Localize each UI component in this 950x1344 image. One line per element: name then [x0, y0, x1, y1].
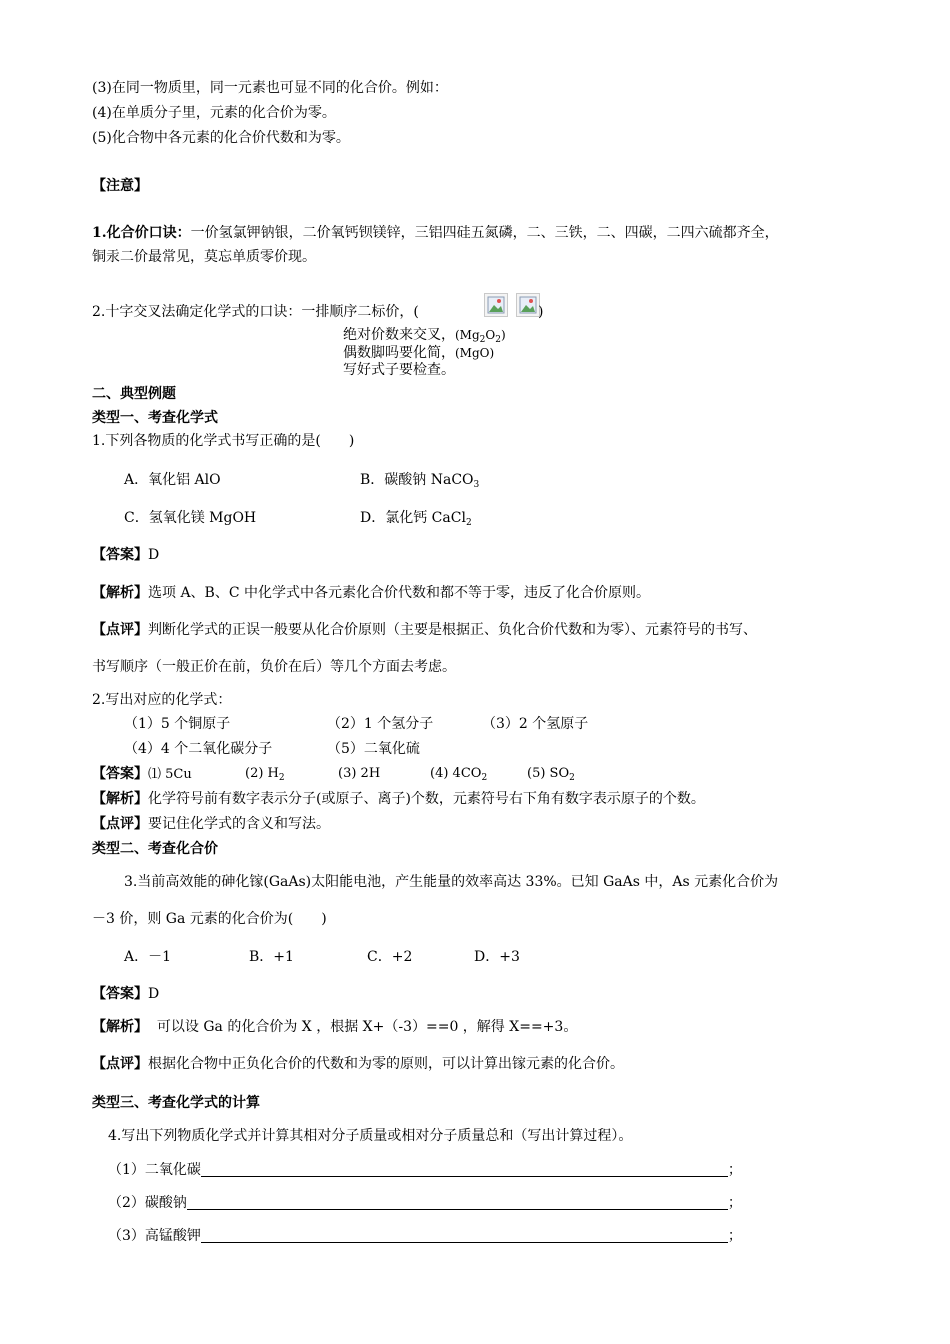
- note-p2-close-paren: ): [538, 304, 544, 320]
- image-placeholder-icon: [484, 293, 508, 317]
- note-p2-line2: [343, 327, 506, 344]
- formula-mg2o2: $(Mg_2O_2)$: [455, 328, 506, 345]
- q1-option-d: D．氯化钙 CaCl$_2$: [360, 510, 472, 528]
- q2-answer: 【答案】⑴ 5Cu: [92, 766, 192, 782]
- q3-answer: 【答案】D: [92, 986, 160, 1002]
- note-p1-line2: 铜汞二价最常见，莫忘单质零价现。: [92, 249, 316, 265]
- note-p2-label: 2.十字交叉法确定化学式的口诀：: [92, 304, 302, 320]
- answer-blank[interactable]: [187, 1193, 728, 1210]
- q2-item-4: （4）4 个二氧化碳分子: [124, 741, 273, 757]
- note-p1-bold: 1.化合价口诀：: [92, 225, 191, 241]
- image-placeholder-icon: [516, 293, 540, 317]
- q1-option-b: B．碳酸钠 NaCO$_3$: [360, 472, 480, 490]
- q2-answer-4: (4) $4CO_2$: [430, 766, 488, 783]
- q2-answer-5: (5) $SO_2$: [527, 766, 575, 783]
- rule-4: (4)在单质分子里，元素的化合价为零。: [92, 105, 336, 121]
- question-1: 1.下列各物质的化学式书写正确的是( ): [92, 433, 355, 449]
- q3-option-b: B．+1: [249, 949, 294, 965]
- answer-blank[interactable]: [201, 1160, 728, 1177]
- q4-item-3: （3）高锰酸钾 ；: [108, 1228, 742, 1244]
- note-p2-line3: [343, 345, 494, 362]
- q1-review-line2: 书写顺序（一般正价在前，负价在后）等几个方面去考虑。: [92, 659, 456, 675]
- q3-option-a: A．－1: [124, 949, 172, 965]
- q1-review-line1: 【点评】判断化学式的正误一般要从化合价原则（主要是根据正、负化合价代数和为零）、元素符号的书写、: [92, 622, 757, 638]
- q3-review: 【点评】根据化合物中正负化合价的代数和为零的原则，可以计算出镓元素的化合价。: [92, 1056, 624, 1072]
- note-p2-rhyme-1: 一排顺序二标价，: [301, 304, 414, 320]
- question-4: 4.写出下列物质化学式并计算其相对分子质量或相对分子质量总和（写出计算过程）。: [108, 1128, 633, 1144]
- question-3-line1: 3.当前高效能的砷化镓(GaAs)太阳能电池，产生能量的效率高达 33%。已知 GaAs 中，As 元素化合价为: [124, 874, 779, 890]
- note-heading: 【注意】: [92, 178, 148, 194]
- rule-5: (5)化合物中各元素的化合价代数和为零。: [92, 130, 350, 146]
- question-2: 2.写出对应的化学式：: [92, 692, 232, 708]
- rule-3: (3)在同一物质里，同一元素也可显不同的化合价。例如：: [92, 80, 448, 96]
- q2-item-5: （5）二氧化硫: [327, 741, 420, 757]
- q3-option-c: C．+2: [367, 949, 413, 965]
- note-p2-rhyme-2: 绝对价数来交叉，: [343, 327, 455, 343]
- type1-heading: 类型一、考查化学式: [92, 410, 218, 426]
- q2-item-3: （3）2 个氢原子: [482, 716, 589, 732]
- q2-answer-3: (3) 2H: [338, 766, 381, 781]
- q4-item-2: （2）碳酸钠 ；: [108, 1195, 742, 1211]
- q1-option-a: A．氧化铝 AlO: [124, 472, 221, 488]
- q1-option-c: C．氢氧化镁 MgOH: [124, 510, 257, 526]
- q3-analysis: 【解析】 可以设 Ga 的化合价为 X ，根据 X+（-3）==0 ，解得 X==+3。: [92, 1019, 578, 1035]
- section-2-heading: 二、典型例题: [92, 386, 176, 402]
- q2-item-1: （1）5 个铜原子: [124, 716, 231, 732]
- q2-analysis: 【解析】化学符号前有数字表示分子(或原子、离子)个数，元素符号右下角有数字表示原子的个数。: [92, 791, 705, 807]
- q1-answer: 【答案】D: [92, 547, 160, 563]
- q2-review: 【点评】要记住化学式的含义和写法。: [92, 816, 330, 832]
- q3-option-d: D．+3: [474, 949, 520, 965]
- q1-analysis: 【解析】选项 A、B、C 中化学式中各元素化合价代数和都不等于零，违反了化合价原则。: [92, 585, 651, 601]
- formula-mgo: (MgO): [455, 346, 495, 360]
- q2-item-2: （2）1 个氢分子: [327, 716, 434, 732]
- q4-item-1: （1）二氧化碳 ；: [108, 1162, 742, 1178]
- type2-heading: 类型二、考查化合价: [92, 841, 218, 857]
- note-p2-line1: [92, 302, 419, 322]
- note-p2-open-paren: (: [413, 304, 419, 320]
- type3-heading: 类型三、考查化学式的计算: [92, 1095, 260, 1111]
- note-p2-rhyme-3: 偶数脚吗要化简，: [343, 345, 455, 361]
- note-p1-line1: [92, 223, 779, 243]
- answer-blank[interactable]: [201, 1226, 728, 1243]
- note-p1-text: 一价氢氯钾钠银，二价氧钙钡镁锌，三铝四硅五氮磷，二、三铁，二、四碳，二四六硫都齐全，: [190, 225, 779, 241]
- q2-answer-2: (2) $H_2$: [245, 766, 285, 783]
- question-3-line2: －3 价，则 Ga 元素的化合价为( ): [92, 911, 327, 927]
- note-p2-line4: 写好式子要检查。: [343, 362, 455, 378]
